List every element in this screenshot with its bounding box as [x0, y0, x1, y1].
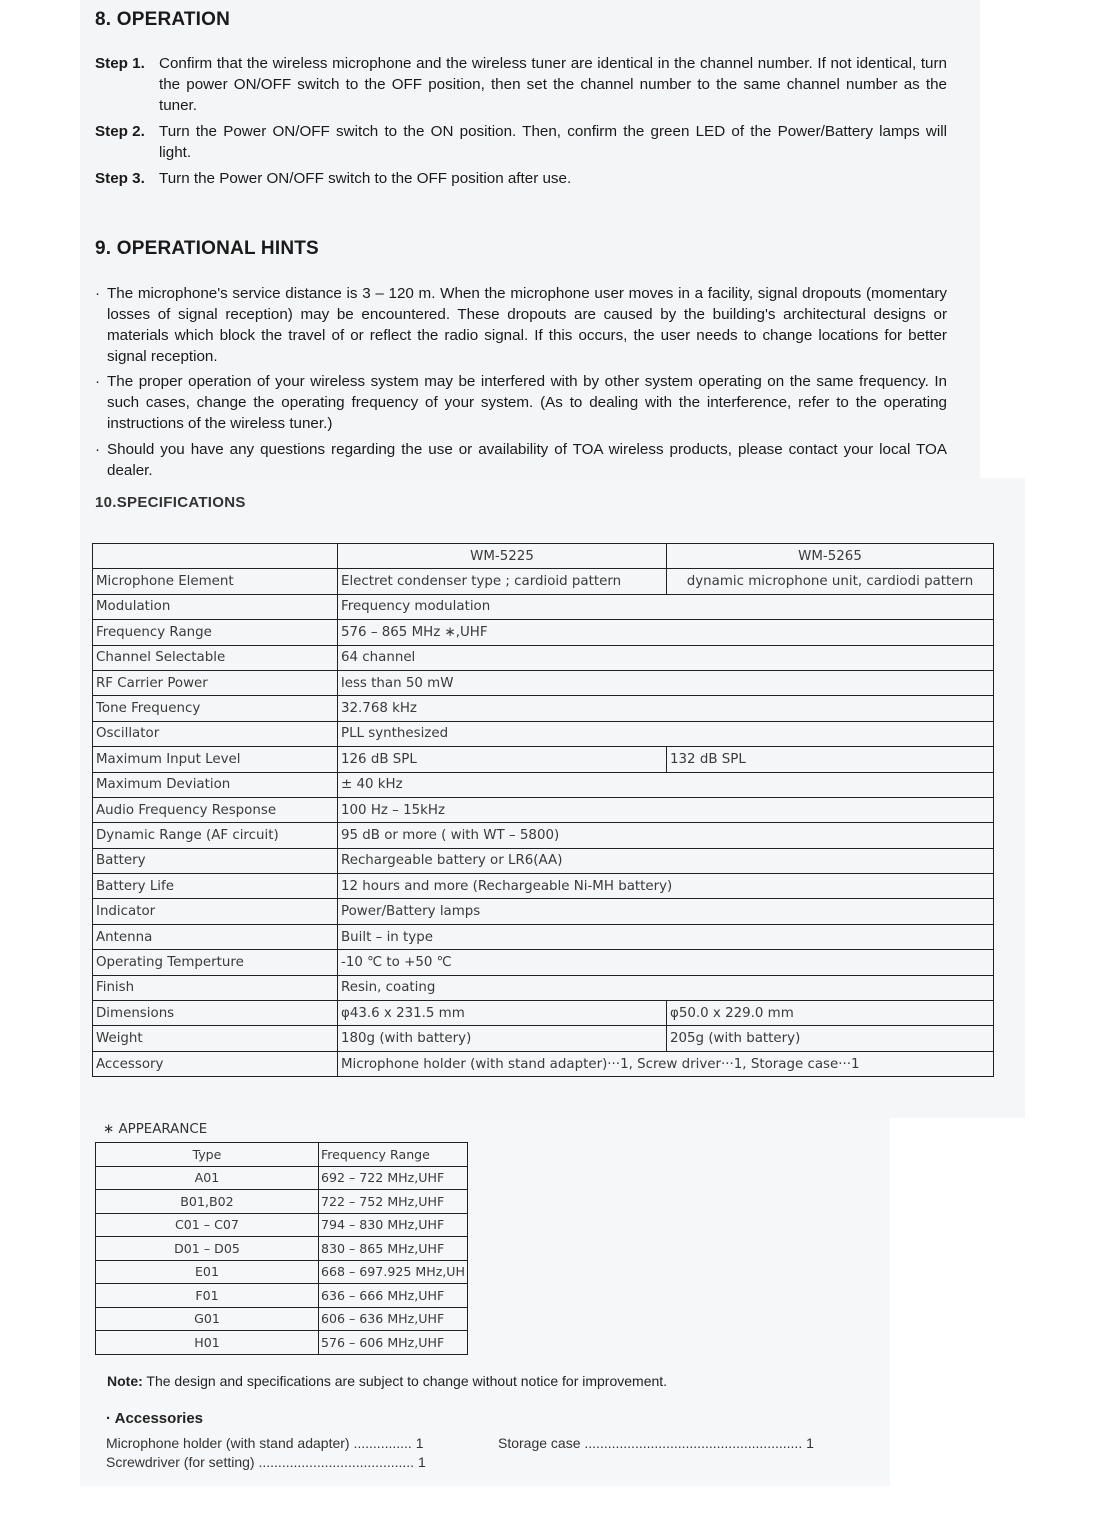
table-row-header [96, 1143, 468, 1167]
table-row [93, 594, 994, 619]
spec-name: Finish [93, 975, 338, 1000]
hint-item-3 [95, 439, 947, 481]
type-cell: A01 [96, 1166, 319, 1190]
type-cell: C01 – C07 [96, 1213, 319, 1237]
note-label: Note: [107, 1373, 143, 1389]
table-row [96, 1260, 468, 1284]
type-cell: D01 – D05 [96, 1237, 319, 1261]
table-row [96, 1190, 468, 1214]
spec-name: Tone Frequency [93, 696, 338, 721]
table-row [93, 772, 994, 797]
spec-name: Modulation [93, 594, 338, 619]
table-row [96, 1213, 468, 1237]
bullet-dot: · [95, 285, 101, 302]
operation-step-3 [95, 168, 947, 189]
note-text: The design and specifications are subject to change without notice for improvement. [146, 1373, 668, 1389]
accessory-item-screwdriver: Screwdriver (for setting) ........................................ 1 [106, 1454, 426, 1470]
spec-name: Dimensions [93, 1001, 338, 1026]
spec-value: Power/Battery lamps [338, 899, 994, 924]
spec-value: 95 dB or more ( with WT – 5800) [338, 823, 994, 848]
appearance-heading: ∗ APPEARANCE [103, 1122, 208, 1137]
step-text: Confirm that the wireless microphone and the wireless tuner are identical in the channel number. If not identical, turn the power ON/OFF switch to the OFF position, then set the channel number to the same channel number as the tuner. [159, 55, 947, 114]
frequency-cell: 576 – 606 MHz,UHF [318, 1331, 467, 1355]
spec-value: -10 ℃ to +50 ℃ [338, 950, 994, 975]
spec-value: Built – in type [338, 924, 994, 949]
table-row [96, 1307, 468, 1331]
spec-value-wm5265: dynamic microphone unit, cardiodi pattern [667, 569, 994, 594]
spec-value: ± 40 kHz [338, 772, 994, 797]
table-row [93, 1001, 994, 1026]
step-text: Turn the Power ON/OFF switch to the ON position. Then, confirm the green LED of the Power/Battery lamps will light. [159, 123, 947, 161]
operation-step-2 [95, 121, 947, 163]
spec-value: 12 hours and more (Rechargeable Ni-MH battery) [338, 874, 994, 899]
model-header-wm5265: WM-5265 [667, 544, 994, 569]
note [107, 1373, 667, 1389]
spec-value: Rechargeable battery or LR6(AA) [338, 848, 994, 873]
spec-value-wm5225: 126 dB SPL [338, 747, 667, 772]
accessories-heading: · Accessories [106, 1410, 204, 1427]
spec-name: Weight [93, 1026, 338, 1051]
spec-value-wm5265: φ50.0 x 229.0 mm [667, 1001, 994, 1026]
spec-value: Resin, coating [338, 975, 994, 1000]
table-row [93, 848, 994, 873]
table-row [93, 797, 994, 822]
bullet-dot: · [95, 373, 101, 390]
type-cell: F01 [96, 1284, 319, 1308]
table-row [93, 1026, 994, 1051]
table-row [93, 950, 994, 975]
type-cell: E01 [96, 1260, 319, 1284]
spec-name: Microphone Element [93, 569, 338, 594]
table-row [93, 620, 994, 645]
spec-value: 100 Hz – 15kHz [338, 797, 994, 822]
spec-value: 64 channel [338, 645, 994, 670]
operation-step-1 [95, 53, 947, 116]
spec-name: Frequency Range [93, 620, 338, 645]
step-text: Turn the Power ON/OFF switch to the OFF position after use. [159, 170, 572, 187]
frequency-cell: 668 – 697.925 MHz,UH [318, 1260, 467, 1284]
spec-value-wm5265: 205g (with battery) [667, 1026, 994, 1051]
table-row [93, 645, 994, 670]
spec-value: Microphone holder (with stand adapter)···1, Screw driver···1, Storage case···1 [338, 1051, 994, 1076]
table-row [93, 670, 994, 695]
spec-value-wm5225: Electret condenser type ; cardioid pattern [338, 569, 667, 594]
appearance-table [95, 1142, 468, 1355]
frequency-cell: 830 – 865 MHz,UHF [318, 1237, 467, 1261]
step-label: Step 1. [95, 55, 145, 72]
type-cell: G01 [96, 1307, 319, 1331]
spec-name: Dynamic Range (AF circuit) [93, 823, 338, 848]
spec-name: Battery Life [93, 874, 338, 899]
table-row [96, 1166, 468, 1190]
step-label: Step 3. [95, 170, 145, 187]
hint-item-1 [95, 283, 947, 367]
table-row-header [93, 544, 994, 569]
accessory-item-holder: Microphone holder (with stand adapter) ............... 1 [106, 1435, 424, 1451]
spec-name: Antenna [93, 924, 338, 949]
table-row [96, 1331, 468, 1355]
column-header-frequency: Frequency Range [318, 1143, 467, 1167]
frequency-cell: 606 – 636 MHz,UHF [318, 1307, 467, 1331]
table-row [96, 1237, 468, 1261]
table-row [93, 874, 994, 899]
table-row [93, 1051, 994, 1076]
spec-value-wm5225: φ43.6 x 231.5 mm [338, 1001, 667, 1026]
spec-name: Maximum Input Level [93, 747, 338, 772]
spec-value: 576 – 865 MHz ∗,UHF [338, 620, 994, 645]
frequency-cell: 636 – 666 MHz,UHF [318, 1284, 467, 1308]
table-row [93, 975, 994, 1000]
frequency-cell: 794 – 830 MHz,UHF [318, 1213, 467, 1237]
spec-name: Battery [93, 848, 338, 873]
hint-item-2 [95, 371, 947, 434]
spec-value-wm5225: 180g (with battery) [338, 1026, 667, 1051]
spec-name: Accessory [93, 1051, 338, 1076]
spec-name: RF Carrier Power [93, 670, 338, 695]
spec-name: Oscillator [93, 721, 338, 746]
table-row [93, 696, 994, 721]
operation-heading: 8. OPERATION [95, 9, 231, 30]
specifications-heading: 10.SPECIFICATIONS [95, 494, 246, 511]
spec-value-wm5265: 132 dB SPL [667, 747, 994, 772]
table-row [93, 899, 994, 924]
table-row [93, 823, 994, 848]
hint-text: Should you have any questions regarding the use or availability of TOA wireless products, please contact your local TOA dealer. [107, 441, 947, 479]
frequency-cell: 692 – 722 MHz,UHF [318, 1166, 467, 1190]
table-row [93, 569, 994, 594]
spec-value: PLL synthesized [338, 721, 994, 746]
table-cell-blank [93, 544, 338, 569]
spec-value: 32.768 kHz [338, 696, 994, 721]
accessory-item-storage-case: Storage case ........................................................ 1 [498, 1435, 814, 1451]
spec-name: Channel Selectable [93, 645, 338, 670]
hint-text: The proper operation of your wireless system may be interfered with by other system operating on the same frequency. In such cases, change the operating frequency of your system. (As to dealing with the interference, refer to the operating instructions of the wireless tuner.) [107, 373, 947, 432]
table-row [93, 924, 994, 949]
spec-name: Indicator [93, 899, 338, 924]
table-row [93, 721, 994, 746]
spec-value: Frequency modulation [338, 594, 994, 619]
model-header-wm5225: WM-5225 [338, 544, 667, 569]
hints-heading: 9. OPERATIONAL HINTS [95, 238, 319, 259]
spec-name: Operating Temperture [93, 950, 338, 975]
spec-value: less than 50 mW [338, 670, 994, 695]
hint-text: The microphone's service distance is 3 – 120 m. When the microphone user moves in a facility, signal dropouts (momentary losses of signal reception) may be encountered. These dropouts are caused by the building's architectural designs or materials which block the travel of or reflect the radio signal. If this occurs, the user needs to change locations for better signal reception. [107, 285, 947, 365]
spec-name: Maximum Deviation [93, 772, 338, 797]
spec-name: Audio Frequency Response [93, 797, 338, 822]
table-row [96, 1284, 468, 1308]
specifications-table [92, 543, 994, 1077]
bullet-dot: · [95, 441, 101, 458]
type-cell: H01 [96, 1331, 319, 1355]
frequency-cell: 722 – 752 MHz,UHF [318, 1190, 467, 1214]
type-cell: B01,B02 [96, 1190, 319, 1214]
step-label: Step 2. [95, 123, 145, 140]
table-row [93, 747, 994, 772]
column-header-type: Type [96, 1143, 319, 1167]
